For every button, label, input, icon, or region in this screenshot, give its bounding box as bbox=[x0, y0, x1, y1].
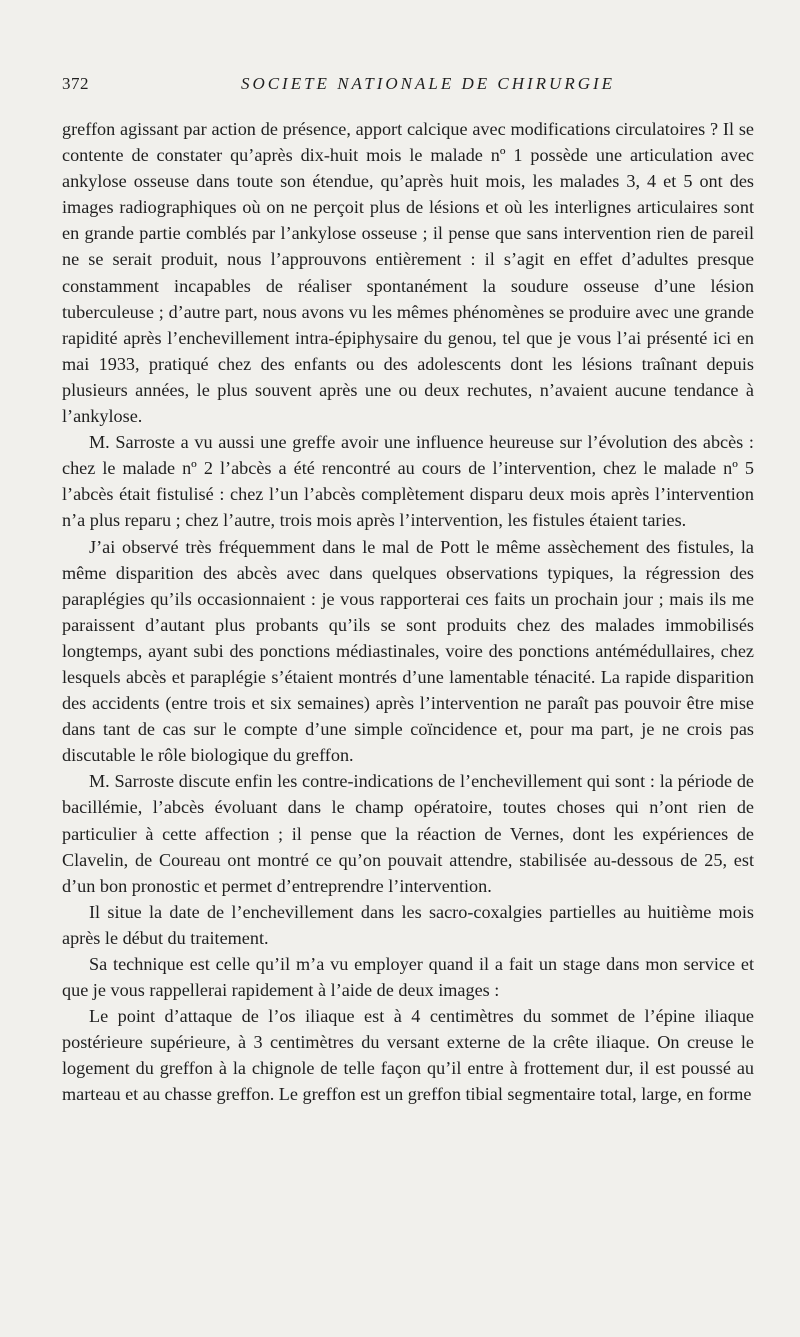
page-header bbox=[62, 74, 754, 96]
page-number: 372 bbox=[62, 74, 89, 93]
paragraph-6: Sa technique est celle qu’il m’a vu employer quand il a fait un stage dans mon service et que je vous rappellerai rapidement à l’aide de deux images : bbox=[62, 954, 754, 1001]
paragraph-5: Il situe la date de l’enchevillement dans les sacro-coxalgies partielles au huitième mois après le début du traitement. bbox=[62, 901, 754, 948]
paragraph-3: J’ai observé très fréquemment dans le mal de Pott le même assèchement des fistules, la même disparition des abcès avec dans quelques observations typiques, la régression des paraplégies qu’ils occasionnaient : je vous rapporterai ces faits un prochain jour ; mais ils me paraissent d’autant plus probants qu’ils se sont produits chez des malades immobilisés longtemps, ayant subi des ponctions médiastinales, voire des ponctions antémédullaires, chez lesquels abcès et paraplégie s’étaient montrés d’une lamentable ténacité. La rapide disparition des accidents (entre trois et six semaines) après l’intervention ne paraît pas pouvoir être mise dans tant de cas sur le compte d’une simple coïncidence et, pour ma part, je ne crois pas discutable le rôle biologique du greffon. bbox=[62, 536, 754, 766]
paragraph-4: M. Sarroste discute enfin les contre-indications de l’enchevillement qui sont : la période de bacillémie, l’abcès évoluant dans le champ opératoire, toutes choses qui n’ont rien de particulier à cette affection ; il pense que la réaction de Vernes, dont les expériences de Clavelin, de Coureau ont montré ce qu’on pouvait attendre, stabilisée au-dessous de 25, est d’un bon pronostic et permet d’entreprendre l’intervention. bbox=[62, 771, 754, 896]
running-title: SOCIETE NATIONALE DE CHIRURGIE bbox=[240, 74, 616, 93]
paragraph-2: M. Sarroste a vu aussi une greffe avoir une influence heureuse sur l’évolution des abcès : chez le malade nº 2 l’abcès a été rencontré au cours de l’intervention, chez le malade nº 5 l’abcès était fistulisé : chez l’un l’abcès complètement disparu deux mois après l’intervention n’a plus reparu ; chez l’autre, trois mois après l’intervention, les fistules étaient taries. bbox=[62, 432, 754, 531]
paragraph-1: greffon agissant par action de présence, apport calcique avec modifications circulatoires ? Il se contente de constater qu’après dix-huit mois le malade nº 1 possède une articulation avec ankylose osseuse dans toute son étendue, qu’après huit mois, les malades 3, 4 et 5 ont des images radiographiques où on ne perçoit plus de lésions et où les interlignes articulaires sont en grande partie comblés par l’ankylose osseuse ; il pense que sans intervention rien de pareil ne se serait produit, nous l’approuvons entièrement : il s’agit en effet d’adultes presque constamment incapables de réaliser spontanément la soudure osseuse d’une lésion tuberculeuse ; d’autre part, nous avons vu les mêmes phénomènes se produire avec une grande rapidité après l’enchevillement intra-épiphysaire du genou, tel que je vous l’ai présenté ici en mai 1933, pratiqué chez des enfants ou des adolescents dont les lésions traînant depuis plusieurs années, le plus souvent après une ou deux rechutes, n’avaient aucune tendance à l’ankylose. bbox=[62, 119, 754, 427]
body-text bbox=[62, 116, 754, 1108]
paragraph-7: Le point d’attaque de l’os iliaque est à 4 centimètres du sommet de l’épine iliaque postérieure supérieure, à 3 centimètres du versant externe de la crête iliaque. On creuse le logement du greffon à la chignole de telle façon qu’il entre à frottement dur, il est poussé au marteau et au chasse greffon. Le greffon est un greffon tibial segmentaire total, large, en forme bbox=[62, 1006, 754, 1105]
